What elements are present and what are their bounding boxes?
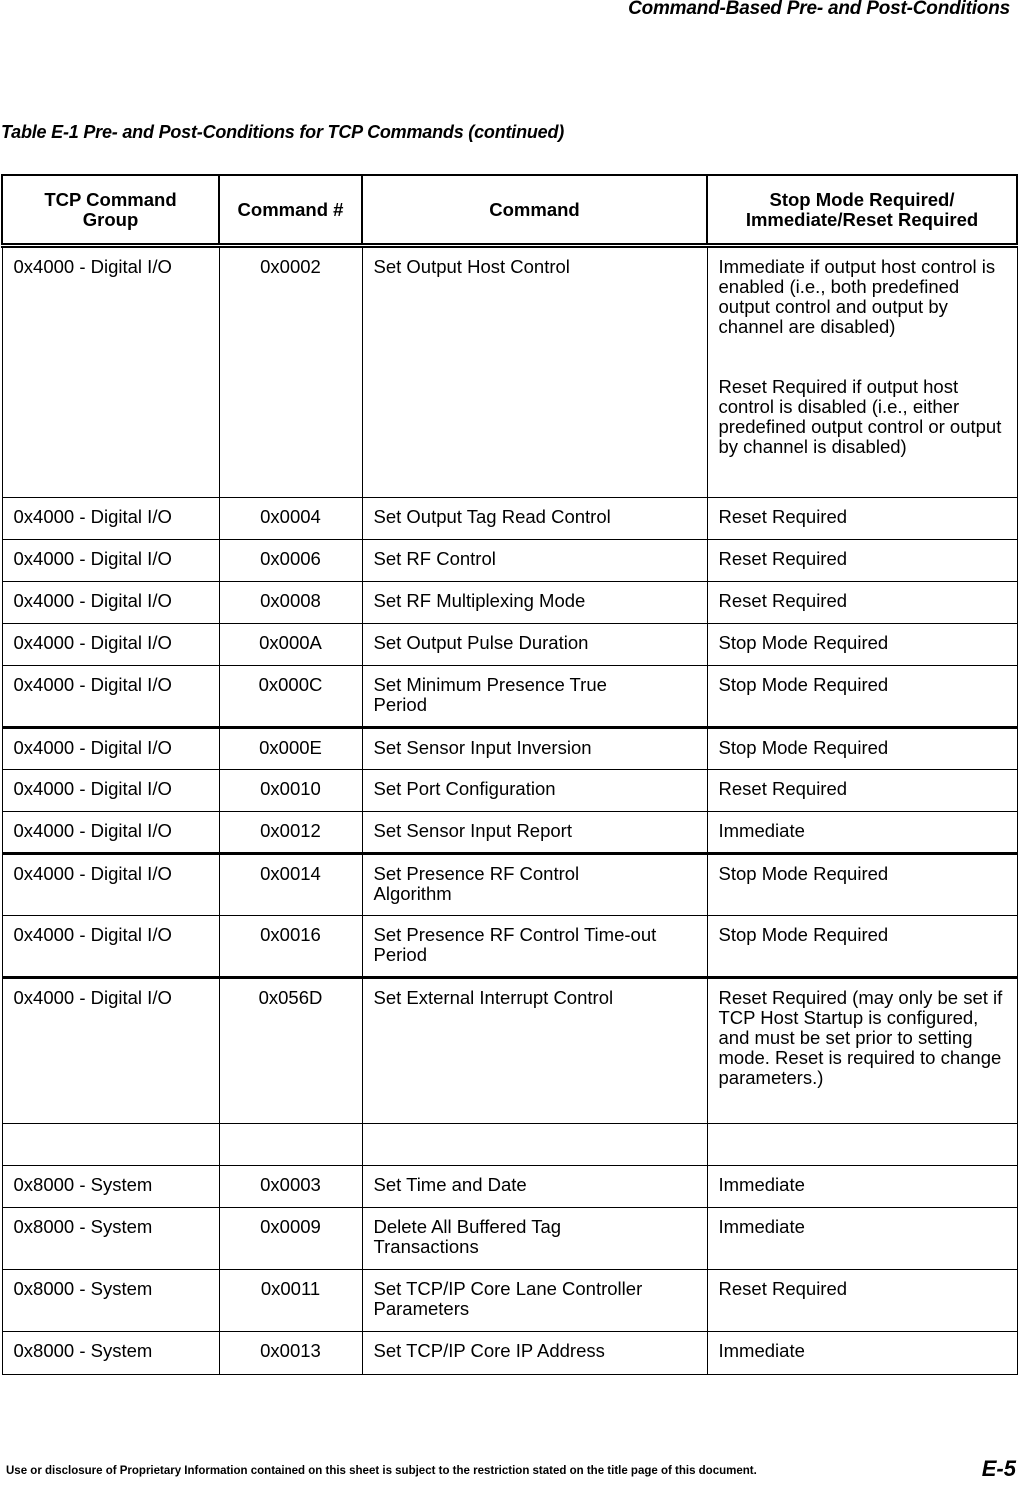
cell-condition: Stop Mode Required	[707, 916, 1017, 978]
cell-condition: Immediate	[707, 1208, 1017, 1270]
cell-condition: Immediate	[707, 1166, 1017, 1208]
table-row	[2, 770, 1017, 812]
cell-command-number: 0x000A	[219, 624, 362, 666]
table-row	[2, 978, 1017, 1124]
proprietary-notice: Use or disclosure of Proprietary Information contained on this sheet is subject to the restriction stated on the title page of this document.	[6, 1465, 757, 1477]
cell-command: Set RF Control	[362, 540, 707, 582]
cell-command-number: 0x0004	[219, 498, 362, 540]
cell-command: Set RF Multiplexing Mode	[362, 582, 707, 624]
column-header-group: TCP Command Group	[2, 175, 219, 246]
cell-command: Set Output Tag Read Control	[362, 498, 707, 540]
paragraph-gap	[719, 337, 1006, 377]
cell-group: 0x4000 - Digital I/O	[2, 978, 219, 1124]
cell-command: Set TCP/IP Core IP Address	[362, 1332, 707, 1375]
cell-command-number: 0x0013	[219, 1332, 362, 1375]
cell-group: 0x8000 - System	[2, 1332, 219, 1375]
cell-command-number: 0x0010	[219, 770, 362, 812]
cell-group: 0x4000 - Digital I/O	[2, 582, 219, 624]
cell-condition: Stop Mode Required	[707, 666, 1017, 728]
page-number: E-5	[981, 1456, 1016, 1481]
cell-command: Set External Interrupt Control	[362, 978, 707, 1124]
table-row	[2, 540, 1017, 582]
column-header-command: Command	[362, 175, 707, 246]
cell-condition	[707, 246, 1017, 498]
cell-command-number: 0x0016	[219, 916, 362, 978]
cell-command: Set Time and Date	[362, 1166, 707, 1208]
table-row	[2, 854, 1017, 916]
table-row	[2, 812, 1017, 854]
cell-command-number: 0x056D	[219, 978, 362, 1124]
cell-command-number: 0x0014	[219, 854, 362, 916]
table-row	[2, 1166, 1017, 1208]
table-row	[2, 728, 1017, 770]
cell-command-number: 0x0011	[219, 1270, 362, 1332]
cell-group: 0x8000 - System	[2, 1208, 219, 1270]
table-row	[2, 1332, 1017, 1375]
column-header-command-number: Command #	[219, 175, 362, 246]
cell-group: 0x4000 - Digital I/O	[2, 854, 219, 916]
cell-command: Set Output Host Control	[362, 246, 707, 498]
cell-condition: Immediate	[707, 1332, 1017, 1375]
cell-command-number: 0x0006	[219, 540, 362, 582]
cell-command: Set Sensor Input Report	[362, 812, 707, 854]
cell-command: Set Minimum Presence True Period	[362, 666, 707, 728]
cell-command: Set Sensor Input Inversion	[362, 728, 707, 770]
cell-command-number: 0x000E	[219, 728, 362, 770]
cell-group: 0x4000 - Digital I/O	[2, 770, 219, 812]
cell-command: Set Output Pulse Duration	[362, 624, 707, 666]
cell-command	[362, 1124, 707, 1166]
cell-command: Set Presence RF Control Time-out Period	[362, 916, 707, 978]
cell-command-number: 0x0008	[219, 582, 362, 624]
cell-group: 0x4000 - Digital I/O	[2, 812, 219, 854]
cell-group: 0x4000 - Digital I/O	[2, 666, 219, 728]
cell-group: 0x8000 - System	[2, 1166, 219, 1208]
cell-command: Set TCP/IP Core Lane Controller Parameters	[362, 1270, 707, 1332]
table-row	[2, 498, 1017, 540]
cell-command-number: 0x0012	[219, 812, 362, 854]
cell-group: 0x4000 - Digital I/O	[2, 246, 219, 498]
column-header-condition: Stop Mode Required/ Immediate/Reset Required	[707, 175, 1017, 246]
table-row-empty	[2, 1124, 1017, 1166]
cell-command-number: 0x0009	[219, 1208, 362, 1270]
cell-command-number: 0x000C	[219, 666, 362, 728]
cell-command-number: 0x0002	[219, 246, 362, 498]
conditions-table	[1, 174, 1018, 1375]
cell-condition: Stop Mode Required	[707, 624, 1017, 666]
cell-condition: Immediate	[707, 812, 1017, 854]
cell-group: 0x4000 - Digital I/O	[2, 916, 219, 978]
cell-condition: Reset Required	[707, 498, 1017, 540]
cell-group: 0x4000 - Digital I/O	[2, 540, 219, 582]
cell-condition: Stop Mode Required	[707, 854, 1017, 916]
cell-command-number: 0x0003	[219, 1166, 362, 1208]
cell-condition: Reset Required	[707, 582, 1017, 624]
table-row	[2, 1270, 1017, 1332]
cell-condition: Reset Required	[707, 770, 1017, 812]
table-row	[2, 666, 1017, 728]
cell-command: Set Presence RF Control Algorithm	[362, 854, 707, 916]
cell-group: 0x4000 - Digital I/O	[2, 728, 219, 770]
condition-reset-text: Reset Required if output host control is disabled (i.e., either predefined output control or output by channel is disabled)	[718, 376, 1002, 457]
cell-group: 0x4000 - Digital I/O	[2, 498, 219, 540]
cell-command-number	[219, 1124, 362, 1166]
cell-condition: Stop Mode Required	[707, 728, 1017, 770]
table-row	[2, 916, 1017, 978]
cell-group: 0x4000 - Digital I/O	[2, 624, 219, 666]
cell-group	[2, 1124, 219, 1166]
cell-condition: Reset Required	[707, 540, 1017, 582]
cell-condition	[707, 1124, 1017, 1166]
cell-condition: Reset Required	[707, 1270, 1017, 1332]
condition-immediate-text: Immediate if output host control is enabled (i.e., both predefined output control and output by channel are disabled)	[718, 256, 996, 337]
cell-command: Delete All Buffered Tag Transactions	[362, 1208, 707, 1270]
cell-group: 0x8000 - System	[2, 1270, 219, 1332]
table-caption: Table E-1 Pre- and Post-Conditions for TCP Commands (continued)	[1, 122, 565, 142]
table-row	[2, 246, 1017, 498]
table-row	[2, 1208, 1017, 1270]
cell-condition: Reset Required (may only be set if TCP Host Startup is configured, and must be set prior to setting mode. Reset is required to change parameters.)	[707, 978, 1017, 1124]
table-header-row	[2, 175, 1017, 246]
table-row	[2, 582, 1017, 624]
cell-command: Set Port Configuration	[362, 770, 707, 812]
table-row	[2, 624, 1017, 666]
running-header-title: Command-Based Pre- and Post-Conditions	[628, 0, 1010, 19]
